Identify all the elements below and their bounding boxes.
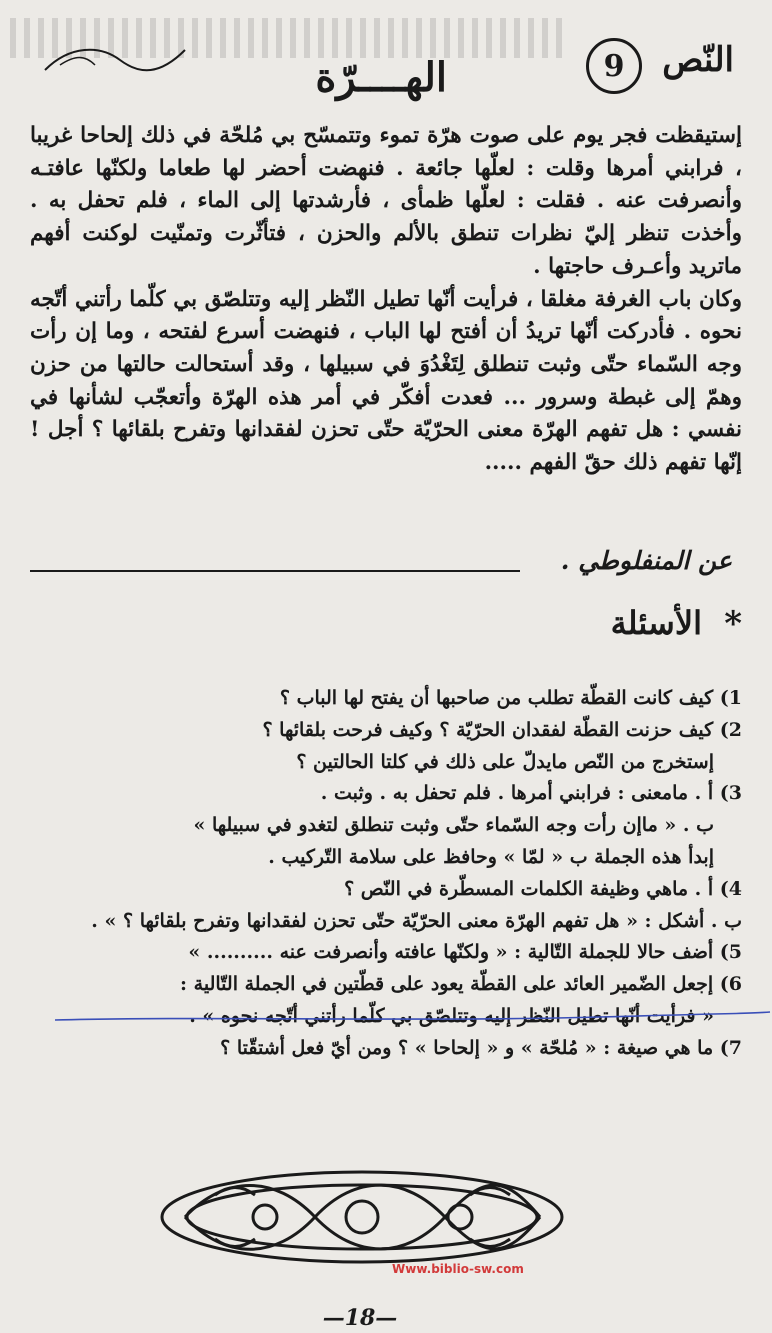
lesson-label: النّص <box>662 40 734 80</box>
story-text <box>30 120 742 480</box>
paragraph-1: إستيقظت فجر يوم على صوت هرّة تموء وتتمسّح بي مُلحّة في ذلك إلحاحا غريبا ، فرابني أمرها وقلت : لعلّها جائعة . فنهضت أحضر لها طعاما ولكنّها عافتـه وأنصرفت عنه . فقلت : لعلّها ظمأى ، فأرشدتها إلى الماء ، فلم تحفل به . وأخذت تنظر إليّ نظرات تنطق بالألم والحزن ، فتأثّرت وتمنّيت لوكنت أفهم ماتريد وأعـرف حاجتها . <box>30 123 742 279</box>
attribution-row <box>30 546 742 586</box>
lesson-number: 9 <box>586 38 642 94</box>
questions-title: الأسئلة <box>610 604 702 642</box>
star-icon: * <box>724 604 742 644</box>
paragraph-2: وكان باب الغرفة مغلقا ، فرأيت أنّها تطيل النّظر إليه وتتلصّق بي كلّما رأتني أتّجه نحوه . فأدركت أنّها تريدُ أن أفتح لها الباب ، فنهضت أسرع لفتحه ، وما إن رأت وجه السّماء حتّى وثبت تنطلق لِتَغْدُوَ في سبيلها ، وقد أستحالت حالتها من حزن وهمّ إلى غبطة وسرور ... فعدت أفكّر في أمر هذه الهرّة وأتعجّب لشأنها في نفسي : هل تفهم الهرّة معنى الحرّيّة حتّى تحزن لفقدانها وتفرح بلقائها ؟ أجل ! إنّها تفهم ذلك حقّ الفهم ..... <box>30 286 742 476</box>
question-1: 1) كيف كانت القطّة تطلب من صاحبها أن يفتح لها الباب ؟ <box>279 687 742 709</box>
question-7: 7) ما هي صيغة : « مُلحّة » و « إلحاحا » ؟ ومن أيّ فعل أشتقّتا ؟ <box>220 1036 742 1059</box>
pen-mark <box>0 1008 772 1028</box>
question-2-sub: إستخرج من النّص مايدلّ على ذلك في كلتا الحالتين ؟ <box>296 750 714 773</box>
questions-heading <box>30 598 742 658</box>
question-3b: ب . « ماإن رأت وجه السّماء حتّى وثبت تنطلق لتغدو في سبيلها » <box>193 814 714 837</box>
ornament-icon <box>155 1165 570 1270</box>
question-2: 2) كيف حزنت القطّة لفقدان الحرّيّة ؟ وكيف فرحت بلقائها ؟ <box>262 718 742 741</box>
page-number: —18— <box>322 1305 398 1331</box>
question-4a: 4) أ . ماهي وظيفة الكلمات المسطّرة في النّص ؟ <box>344 877 742 900</box>
flourish-icon <box>40 40 190 80</box>
question-6-sub: « فرأيت أنّها تطيل النّظر إليه وتتلصّق بي كلّما رأتني أتّجه نحوه » . <box>189 1004 714 1027</box>
question-6: 6) إجعل الضّمير العائد على القطّة يعود على قطّتين في الجملة التّالية : <box>180 973 742 996</box>
question-3a: 3) أ . مامعنى : فرابني أمرها . فلم تحفل به . وثبت . <box>320 782 742 805</box>
question-3b-sub: إبدأ هذه الجملة ب « لمّا » وحافظ على سلامة التّركيب . <box>268 845 714 868</box>
question-4b: ب . أشكل : « هل تفهم الهرّة معنى الحرّيّة حتّى تحزن لفقدانها وتفرح بلقائها ؟ » . <box>91 909 742 932</box>
divider <box>30 570 520 572</box>
question-5: 5) أضف حالا للجملة التّالية : « ولكنّها عافته وأنصرفت عنه .......... » <box>188 941 742 964</box>
author-attribution: عن المنفلوطي . <box>560 546 732 575</box>
lesson-header <box>30 28 742 101</box>
watermark: Www.biblio-sw.com <box>392 1262 524 1276</box>
page-title: الهــــرّة <box>315 54 447 101</box>
